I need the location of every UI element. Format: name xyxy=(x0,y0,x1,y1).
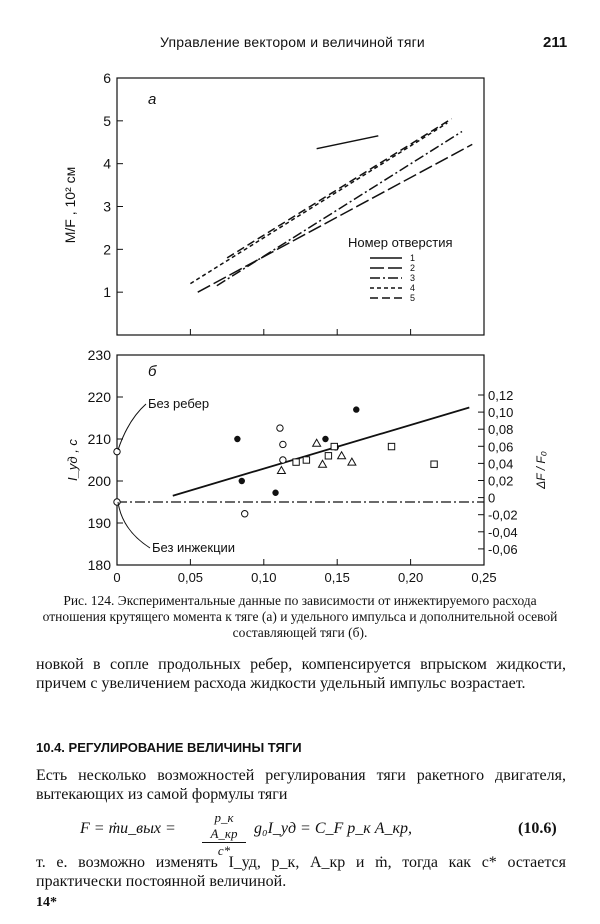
point-triangle xyxy=(319,460,327,467)
figure-caption xyxy=(34,593,566,641)
point-open-circle xyxy=(280,441,286,447)
panel-a-ylabel: M/F , 10² см xyxy=(62,166,78,244)
b-ytick-label: 180 xyxy=(87,557,111,573)
b-xtick-label: 0,25 xyxy=(471,570,497,585)
paragraph-2: Есть несколько возможностей регулирования тяги ракетного двигателя, вытекающих из самой формулы тяги xyxy=(36,767,566,803)
point-open-circle xyxy=(114,499,120,505)
paragraph-3: т. е. возможно изменять I_уд, p_к, A_кр и ṁ, тогда как c* остается практически постоянной величиной. xyxy=(36,854,566,890)
signature-mark: 14* xyxy=(36,895,57,910)
b-y2tick-label: -0,04 xyxy=(488,524,518,540)
b-y2tick-label: 0 xyxy=(488,490,496,506)
legend-label-4: 4 xyxy=(410,283,416,293)
point-open-circle xyxy=(280,457,286,463)
a-ytick-label: 3 xyxy=(103,198,111,215)
b-xtick-label: 0,20 xyxy=(397,570,424,585)
panel-b-label: б xyxy=(148,363,157,380)
point-open-circle xyxy=(242,511,248,517)
legend-label-2: 2 xyxy=(410,263,416,273)
point-open-circle xyxy=(277,425,283,431)
point-filled-circle xyxy=(239,478,245,484)
b-y2tick-label: -0,06 xyxy=(488,541,518,557)
point-square xyxy=(388,443,394,449)
b-ytick-label: 190 xyxy=(87,515,111,531)
point-filled-circle xyxy=(353,406,359,412)
b-xtick-label: 0,05 xyxy=(177,570,204,585)
fit-line xyxy=(173,408,470,496)
point-filled-circle xyxy=(322,436,328,442)
b-y2tick-label: -0,02 xyxy=(488,507,518,523)
b-ytick-label: 220 xyxy=(87,389,111,405)
point-square xyxy=(325,453,331,459)
legend-title: Номер отверстия xyxy=(348,235,453,250)
b-xtick-label: 0 xyxy=(113,570,121,585)
panel-a-label: а xyxy=(148,91,157,108)
a-ytick-label: 6 xyxy=(103,70,111,86)
a-ytick-label: 5 xyxy=(103,112,111,129)
point-filled-circle xyxy=(234,436,240,442)
b-y2tick-label: 0,06 xyxy=(488,439,514,455)
b-ytick-label: 210 xyxy=(87,431,111,447)
series-2-line xyxy=(198,144,473,292)
equation-number: (10.6) xyxy=(518,820,557,837)
b-xtick-label: 0,15 xyxy=(324,570,350,585)
equation-rhs: g₀I_уд = C_F p_к A_кр, xyxy=(254,820,413,837)
panel-b-frame xyxy=(117,355,484,565)
point-triangle xyxy=(277,467,285,474)
b-xtick-label: 0,10 xyxy=(251,570,277,585)
a-ytick-label: 1 xyxy=(103,284,111,301)
b-y2tick-label: 0,10 xyxy=(488,405,514,421)
point-open-circle xyxy=(114,448,120,454)
caption-text: Экспериментальные данные по зависимости от инжектируемого расхода отношения крутящего момента к тяге (а) и удельного импульса и дополнительной осевой составляющей тяги (б). xyxy=(42,593,558,640)
section-heading: 10.4. РЕГУЛИРОВАНИЕ ВЕЛИЧИНЫ ТЯГИ xyxy=(36,740,302,755)
panel-b-y2label: ΔF / F₀ xyxy=(534,451,548,489)
b-y2tick-label: 0,02 xyxy=(488,473,514,489)
point-filled-circle xyxy=(272,490,278,496)
leader-no-ribs xyxy=(118,404,146,450)
series-4-line xyxy=(190,123,447,284)
point-square xyxy=(293,459,299,465)
fraction-numerator: p_к A_кр xyxy=(202,810,246,843)
b-ytick-label: 200 xyxy=(87,473,111,489)
point-square xyxy=(303,457,309,463)
legend-label-3: 3 xyxy=(410,273,416,283)
a-ytick-label: 4 xyxy=(103,155,111,172)
equation-fraction xyxy=(202,810,246,859)
point-square xyxy=(431,461,437,467)
b-ytick-label: 230 xyxy=(87,347,111,363)
equation-lhs: F = ṁu_вых = xyxy=(80,820,176,837)
b-y2tick-label: 0,12 xyxy=(488,388,514,403)
annotation-no-ribs: Без ребер xyxy=(148,396,210,411)
caption-label: Рис. 124. xyxy=(63,593,115,608)
point-square xyxy=(331,443,337,449)
point-triangle xyxy=(338,452,346,459)
fraction-denominator: c* xyxy=(217,843,231,858)
legend-label-5: 5 xyxy=(410,293,416,303)
panel-a xyxy=(103,70,472,335)
b-y2tick-label: 0,08 xyxy=(488,422,514,438)
b-y2tick-label: 0,04 xyxy=(488,456,514,472)
leader-no-injection xyxy=(118,502,150,548)
a-ytick-label: 2 xyxy=(103,241,111,258)
series-3-line xyxy=(217,132,462,286)
point-triangle xyxy=(313,439,321,446)
annotation-no-injection: Без инжекции xyxy=(152,540,236,555)
paragraph-1: новкой в сопле продольных ребер, компенсируется впрыском жидкости, причем с увеличением расхода жидкости удельный импульс возрастает. xyxy=(36,656,566,692)
page-number: 211 xyxy=(543,34,568,51)
equation-10-6 xyxy=(80,810,570,858)
panel-b-ylabel: I_уд , с xyxy=(65,439,80,481)
header-title: Управление вектором и величиной тяги xyxy=(160,34,425,50)
legend-label-1: 1 xyxy=(410,253,416,263)
series-1-line xyxy=(317,136,379,149)
point-triangle xyxy=(348,458,356,465)
panel-a-frame xyxy=(117,78,484,335)
